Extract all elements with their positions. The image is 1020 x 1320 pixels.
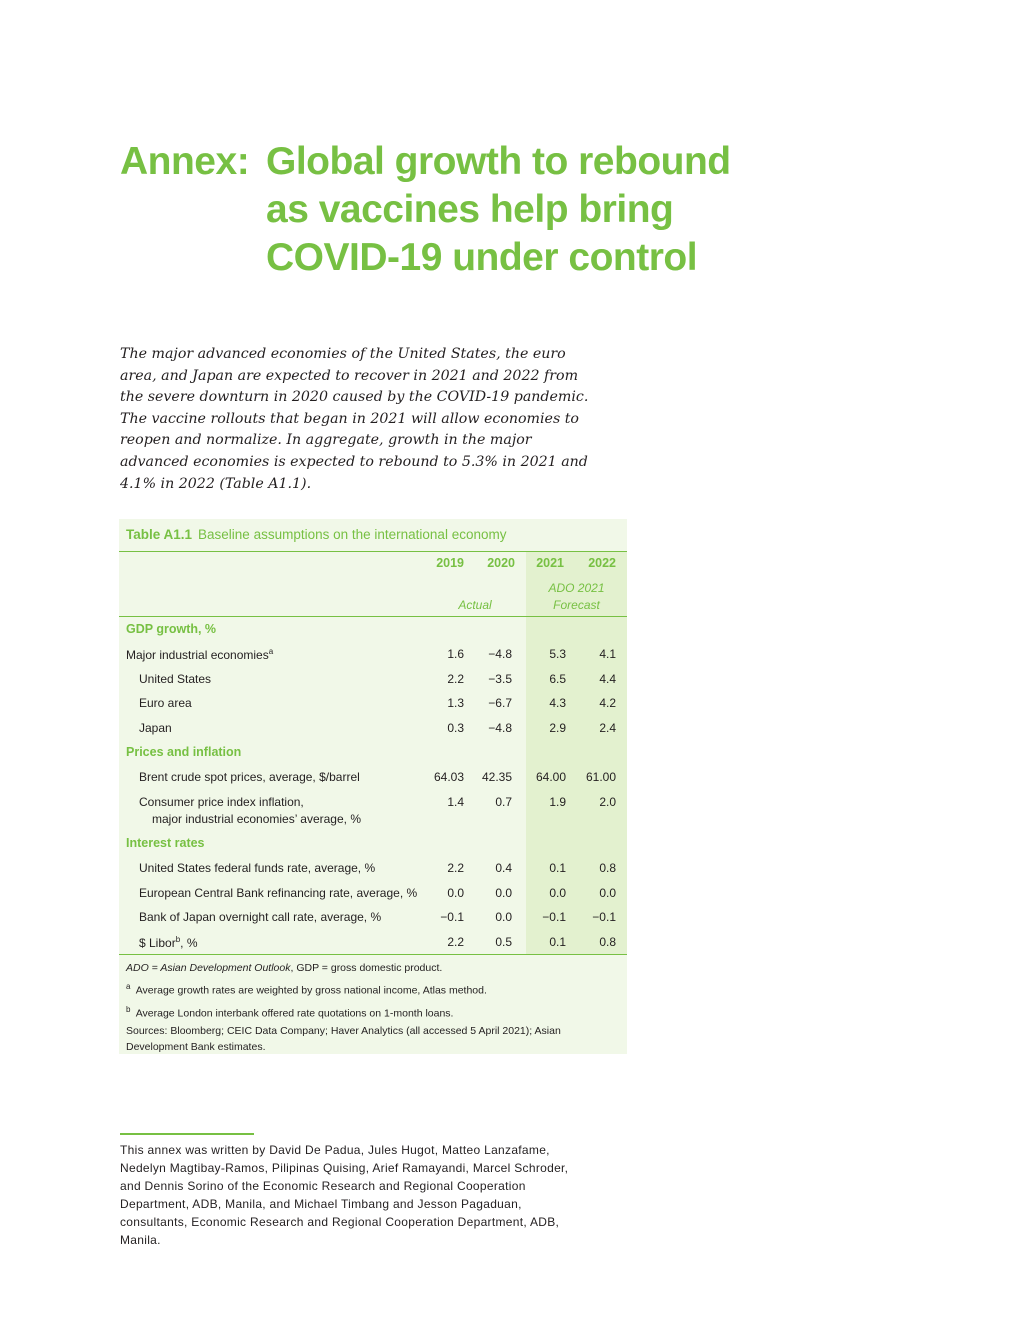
col-header-2022: 2022 [588, 556, 616, 570]
header-bottom-rule [119, 616, 627, 617]
annex-heading [266, 138, 766, 282]
cell-2020: 42.35 [481, 770, 512, 784]
forecast-label: Forecast [553, 598, 600, 612]
row-label: European Central Bank refinancing rate, average, % [139, 886, 418, 900]
cell-2020: 0.4 [495, 861, 512, 875]
cell-2019: 2.2 [447, 861, 464, 875]
cell-2021: 2.9 [549, 721, 566, 735]
section-prices-inflation: Prices and inflation [126, 745, 242, 759]
row-label: United States federal funds rate, average, % [139, 861, 376, 875]
cell-2022: 2.4 [599, 721, 616, 735]
cell-2022: −0.1 [592, 910, 616, 924]
cell-2019: 0.3 [447, 721, 464, 735]
table-row [126, 886, 622, 906]
table-caption: Baseline assumptions on the international economy [198, 527, 507, 542]
table-row [126, 672, 622, 692]
cell-2020: −4.8 [488, 647, 512, 661]
section-gdp-growth: GDP growth, % [126, 622, 217, 636]
row-label: Major industrial economies$^a$ [126, 647, 274, 662]
forecast-source-label: ADO 2021 [548, 581, 605, 595]
cell-2022: 2.0 [599, 795, 616, 809]
table-row [126, 696, 622, 716]
cell-2022: 0.8 [599, 935, 616, 949]
cell-2020: 0.5 [495, 935, 512, 949]
cell-2021: 64.00 [535, 770, 566, 784]
table-bottom-rule [119, 954, 627, 955]
footnote-rule [120, 1133, 254, 1135]
col-header-2019: 2019 [436, 556, 464, 570]
cell-2019: −0.1 [440, 910, 464, 924]
note-a: $^a$ Average growth rates are weighted by gross national income, Atlas method. [126, 982, 487, 997]
note-sources: Sources: Bloomberg; CEIC Data Company; Haver Analytics (all accessed 5 April 2021); Asian Development Bank estimates. [126, 1025, 561, 1053]
cell-2020: 0.7 [495, 795, 512, 809]
heading-line-1: Global growth to rebound [266, 140, 731, 183]
note-abbreviations: ADO = Asian Development Outlook, GDP = gross domestic product. [126, 962, 443, 974]
cell-2022: 4.4 [599, 672, 616, 686]
section-interest-rates: Interest rates [126, 836, 205, 850]
cell-2019: 1.3 [447, 696, 464, 710]
table-row [126, 861, 622, 881]
cell-2019: 0.0 [447, 886, 464, 900]
cell-2021: 4.3 [549, 696, 566, 710]
cell-2020: 0.0 [495, 910, 512, 924]
heading-line-2: as vaccines help bring [266, 188, 674, 231]
cell-2019: 2.2 [447, 672, 464, 686]
cell-2020: −3.5 [488, 672, 512, 686]
table-row [126, 770, 622, 790]
table-row [126, 910, 622, 930]
row-label: Euro area [139, 696, 192, 710]
actual-label: Actual [458, 598, 492, 612]
cell-2022: 4.2 [599, 696, 616, 710]
cell-2020: −6.7 [488, 696, 512, 710]
row-label-continuation: major industrial economies’ average, % [152, 812, 361, 826]
cell-2020: −4.8 [488, 721, 512, 735]
cell-2022: 0.0 [599, 886, 616, 900]
cell-2019: 64.03 [433, 770, 464, 784]
row-label: $ Libor$^b$, % [139, 935, 198, 950]
col-header-2020: 2020 [487, 556, 515, 570]
cell-2019: 2.2 [447, 935, 464, 949]
footnote-text: This annex was written by David De Padua, Jules Hugot, Matteo Lanzafame, Nedelyn Magtibay-Ramos, Pilipinas Quising, Arief Ramayandi, Marcel Schroder, and Dennis Sorino of the Economic Research and Regional Cooperation Department, ADB, Manila, and Michael Timbang and Jesson Pagaduan, consultants, Economic Research and Regional Cooperation Department, ADB, Manila. [120, 1143, 569, 1247]
heading-line-3: COVID-19 under control [266, 236, 698, 279]
row-label: Japan [139, 721, 172, 735]
cell-2021: 5.3 [549, 647, 566, 661]
cell-2021: 1.9 [549, 795, 566, 809]
cell-2022: 4.1 [599, 647, 616, 661]
table-row [126, 721, 622, 741]
cell-2021: 6.5 [549, 672, 566, 686]
row-label: Brent crude spot prices, average, $/barrel [139, 770, 360, 784]
cell-2021: 0.1 [549, 861, 566, 875]
cell-2022: 0.8 [599, 861, 616, 875]
cell-2021: −0.1 [542, 910, 566, 924]
note-b: $^b$ Average London interbank offered rate quotations on 1-month loans. [126, 1004, 454, 1019]
table-notes [126, 960, 596, 1055]
col-header-2021: 2021 [536, 556, 564, 570]
table-number: Table A1.1 [126, 527, 193, 542]
cell-2019: 1.4 [447, 795, 464, 809]
annex-label: Annex: [120, 140, 250, 183]
table-row [126, 647, 622, 667]
cell-2021: 0.1 [549, 935, 566, 949]
cell-2021: 0.0 [549, 886, 566, 900]
table-top-rule [119, 551, 627, 552]
row-label: Bank of Japan overnight call rate, average, % [139, 910, 382, 924]
table-title [126, 527, 506, 542]
intro-paragraph: The major advanced economies of the United States, the euro area, and Japan are expected to recover in 2021 and 2022 from the severe downturn in 2020 caused by the COVID-19 pandemic. The vaccine rollouts that began in 2021 will allow economies to reopen and normalize. In aggregate, growth in the major advanced economies is expected to rebound to 5.3% in 2021 and 4.1% in 2022 (Table A1.1). [120, 346, 589, 492]
cell-2020: 0.0 [495, 886, 512, 900]
table-row [126, 935, 622, 955]
row-label: United States [139, 672, 212, 686]
cell-2019: 1.6 [447, 647, 464, 661]
cell-2022: 61.00 [585, 770, 616, 784]
row-label: Consumer price index inflation, [139, 795, 304, 809]
